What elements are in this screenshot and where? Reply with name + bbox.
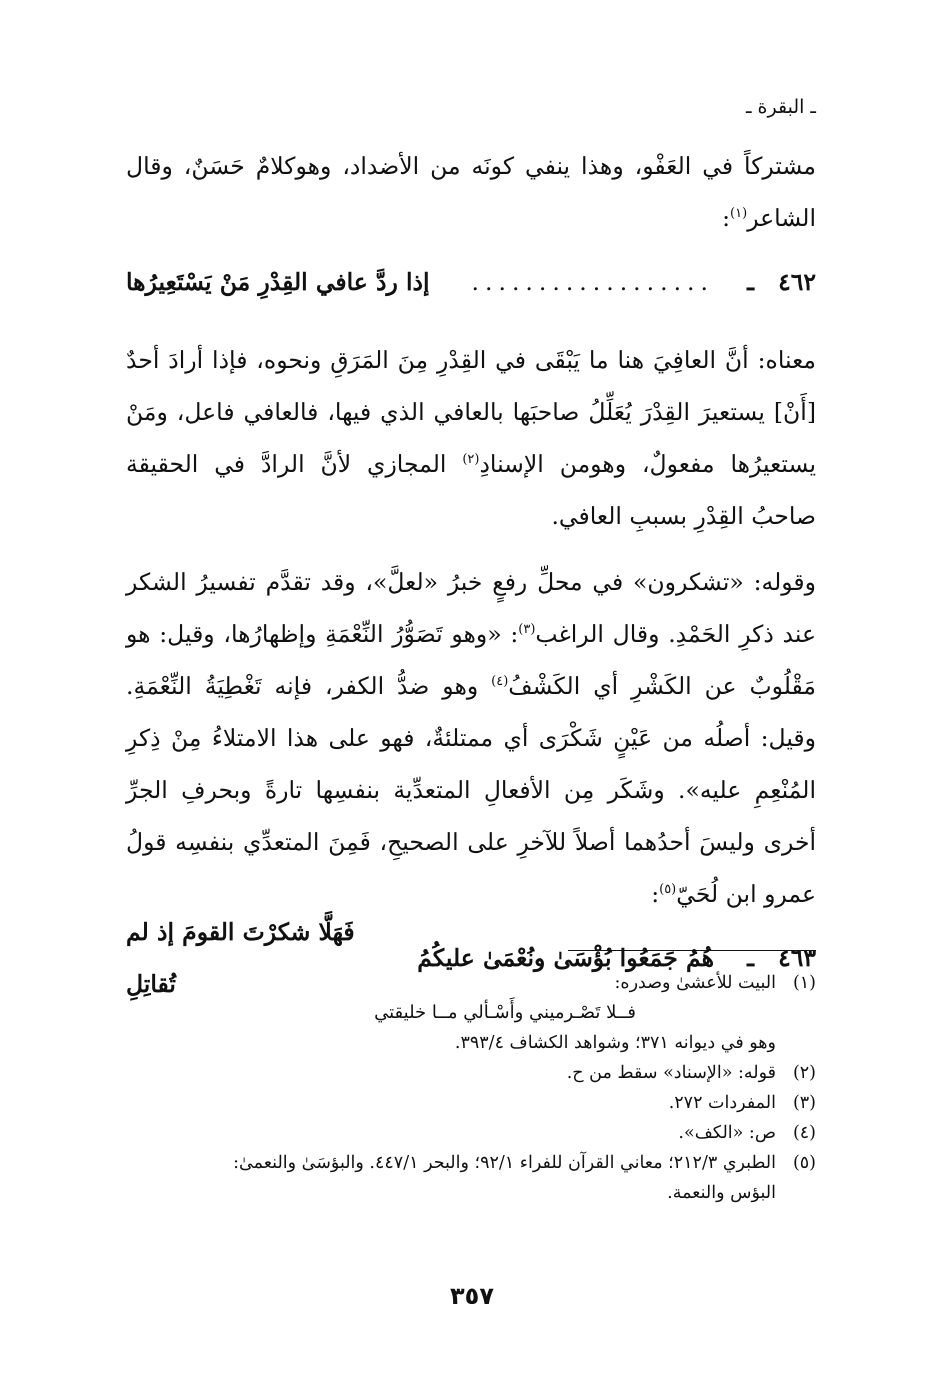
footnote-1 [126,968,816,998]
footnote-text: المفردات ٢٧٢. [668,1093,776,1113]
footnote-number: (٥) [792,1153,816,1173]
footnote-5 [126,1148,816,1178]
footnote-5-continuation: البؤس والنعمة. [667,1183,776,1203]
verse-463-dash: ـ [747,944,754,972]
paragraph-3-text-a: وقوله: «تشكرون» في محلِّ رفعٍ خبرُ «لعلَّ»، وقد تقدَّم تفسيرُ الشكر عند ذكرِ الحَمْدِ. وقال الراغب [126,568,816,648]
footnote-divider [568,950,816,951]
paragraph-1 [126,140,816,244]
footnote-3 [126,1088,816,1118]
footnote-number: (٣) [792,1093,816,1113]
footnote-number: (٢) [792,1063,816,1083]
verse-462-number: ٤٦٢ [778,268,816,296]
footnote-text: ص: «الكف». [678,1123,776,1143]
verse-463-number: ٤٦٣ [778,944,816,972]
footnote-4 [126,1118,816,1148]
footnote-number: (١) [792,973,816,993]
footnote-ref-1: (١) [730,206,748,222]
footnote-text: البيت للأعشىٰ وصدره: [614,973,776,993]
footnote-number: (٤) [792,1123,816,1143]
paragraph-3-text-c: وهو ضدُّ الكفر، فإنه تَغْطِيَةُ النِّعْمَةِ. وقيل: أصلُه من عَيْنٍ شَكْرَى أي ممتلئةٌ، فهو على هذا الامتلاءُ مِنْ ذِكرِ المُنْعِمِ عليه». وشَكَر مِن الأفعالِ المتعدِّية بنفسِها تارةً وبحرفِ الجرِّ أخرى وليسَ أحدُهما أصلاً للآخرِ على الصحيحِ، فَمِنَ المتعدِّي بنفسِه قولُ عمرو ابن لُحَيّ [126,672,816,908]
running-head: ـ البقرة ـ [745,96,816,118]
footnote-1-verse: فــلا تَصْـرميني وأَسْـألي مــا خليقتي [374,1002,636,1023]
verse-463-first-hemistich: هُمُ جَمَعُوا بُؤْسَىٰ ونُعْمَىٰ عليكُمُ [417,944,714,972]
paragraph-1-text: مشتركاً في العَفْو، وهذا ينفي كونَه من الأضداد، وهوكلامٌ حَسَنٌ، وقال الشاعر [126,152,816,232]
main-text [126,140,816,1010]
paragraph-3 [126,556,816,920]
verse-462-dots [469,256,714,308]
footnote-1-continuation: وهو في ديوانه ٣٧١؛ وشواهد الكشاف ٣٩٣/٤. [454,1033,776,1053]
page-number: ٣٥٧ [450,1282,494,1310]
verse-462 [126,252,816,312]
paragraph-3-end: : [651,880,660,908]
paragraph-2-text: معناه: أنَّ العافِيَ هنا ما يَبْقَى في القِدْرِ مِنَ المَرَقِ ونحوه، فإذا أرادَ أحدٌ [أَنْ] يستعيرَ القِدْرَ يُعَلِّلُ صاحبَها بالعافي الذي فيها، فالعافي فاعل، ومَنْ يستعيرُها مفعولٌ، وهومن الإسنادِ [126,346,817,478]
verse-463-second-hemistich: فَهَلَّا شكرْتَ القومَ إذ لم تُقاتِلِ [126,918,355,998]
footnote-ref-5: (٥) [659,882,677,898]
footnote-2 [126,1058,816,1088]
paragraph-1-end: : [722,204,731,232]
paragraph-2-end: المجازي لأنَّ الرادَّ في الحقيقة صاحبُ القِدْرِ بسببِ العافي. [126,450,816,530]
paragraph-2 [126,334,816,542]
footnote-text: الطبري ٢١٢/٣؛ معاني القرآن للفراء ٩٢/١؛ والبحر ٤٤٧/١. والبؤسَىٰ والنعمىٰ: [233,1153,776,1173]
footnotes [126,968,816,1208]
paragraph-3-text-b: : «وهو تَصَوُّرُ النِّعْمَةِ وإظهارُها، وقيل: هو مَقْلُوبٌ عن الكَشْرِ أي الكَشْفُ [126,620,816,700]
verse-462-hemistich: إذا ردَّ عافي القِدْرِ مَنْ يَسْتَعِيرُها [126,268,430,296]
verse-462-dots-text: .................. [471,268,714,296]
footnote-ref-2: (٢) [462,452,480,468]
footnote-ref-4: (٤) [491,674,509,690]
footnote-text: قوله: «الإسناد» سقط من ح. [566,1063,776,1083]
footnote-ref-3: (٣) [518,622,536,638]
verse-462-dash: ـ [747,268,754,296]
